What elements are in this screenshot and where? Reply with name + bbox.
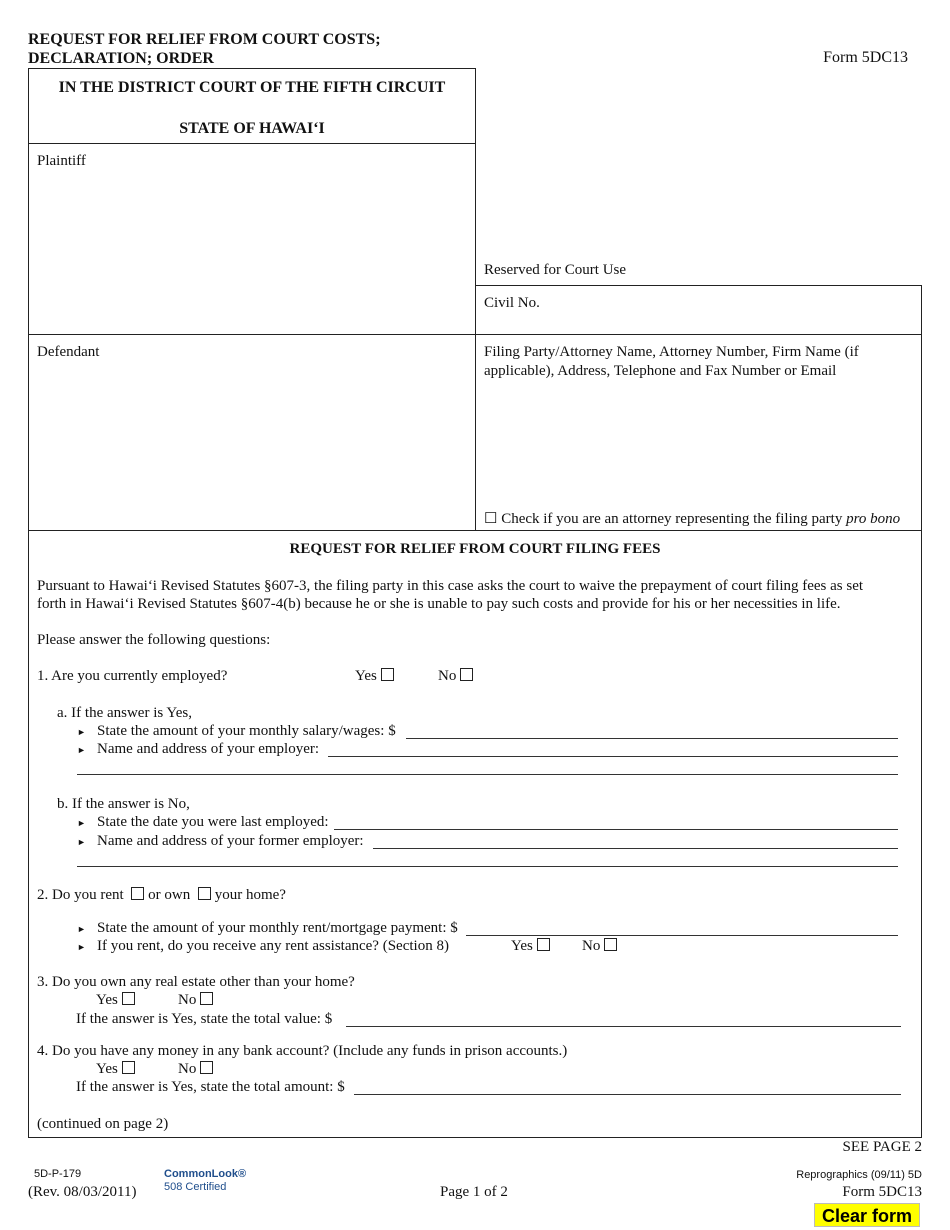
form-id-bottom: Form 5DC13	[842, 1184, 922, 1200]
q2-text	[37, 887, 286, 904]
q2-rent-checkbox[interactable]	[131, 887, 144, 900]
continued-note: (continued on page 2)	[37, 1116, 169, 1132]
q4-amount-field[interactable]	[354, 1094, 901, 1095]
defendant-label: Defendant	[37, 344, 100, 360]
q4-no-label: No	[178, 1061, 197, 1077]
pro-bono-text: ☐ Check if you are an attorney representing the filing party	[484, 511, 843, 527]
q1a-employer-field-2[interactable]	[77, 774, 898, 775]
q3-value-field[interactable]	[346, 1026, 901, 1027]
body-bottom	[28, 1137, 922, 1138]
q3-no-label: No	[178, 992, 197, 1008]
q3-text: 3. Do you own any real estate other than your home?	[37, 974, 355, 990]
q1-no-checkbox[interactable]	[460, 668, 473, 681]
q1b-date	[77, 814, 329, 831]
q2-payment-field[interactable]	[466, 935, 898, 936]
q1a-salary-field[interactable]	[406, 738, 898, 739]
q1b-text: b. If the answer is No,	[57, 796, 190, 812]
q4-yes-label: Yes	[96, 1061, 118, 1077]
q1a-employer-field[interactable]	[328, 756, 898, 757]
q2-mid: or own	[148, 887, 191, 903]
q1a-employer-label: Name and address of your employer:	[97, 741, 320, 757]
q2-assist-label: If you rent, do you receive any rent assistance? (Section 8)	[97, 938, 449, 954]
form-code: 5D-P-179	[34, 1168, 82, 1180]
q1a-employer	[77, 741, 319, 758]
q2-no-label: No	[582, 938, 601, 954]
q3-yes-label: Yes	[96, 992, 118, 1008]
q2-yes-checkbox[interactable]	[537, 938, 550, 951]
clear-form-button[interactable]: Clear form	[814, 1203, 920, 1227]
q4-text: 4. Do you have any money in any bank account? (Include any funds in prison accounts.)	[37, 1043, 568, 1059]
filing-party-line-2: applicable), Address, Telephone and Fax Number or Email	[484, 363, 837, 379]
q2-assist	[77, 938, 449, 955]
caption-bottom	[28, 530, 922, 531]
q3-value-label: If the answer is Yes, state the total value: $	[76, 1011, 333, 1027]
caption-top-border	[28, 68, 476, 69]
q1-text: 1. Are you currently employed?	[37, 668, 228, 684]
q1-yes-label: Yes	[355, 668, 377, 684]
q1b-date-label: State the date you were last employed:	[97, 814, 329, 830]
form-id-top: Form 5DC13	[823, 49, 908, 66]
q1-no-label: No	[438, 668, 457, 684]
right-border	[921, 285, 922, 1138]
court-box-bottom	[28, 143, 476, 144]
q1b-former-label: Name and address of your former employer:	[97, 833, 364, 849]
q2-pre: 2. Do you rent	[37, 887, 124, 903]
q4-yes[interactable]	[96, 1061, 135, 1078]
q1b-date-field[interactable]	[334, 829, 898, 830]
civil-no-label: Civil No.	[484, 295, 540, 311]
court-state: STATE OF HAWAI‘I	[179, 120, 325, 137]
q3-no[interactable]	[178, 992, 213, 1009]
q1b-former-field-2[interactable]	[77, 866, 898, 867]
q2-payment-label: State the amount of your monthly rent/mortgage payment: $	[97, 920, 458, 936]
intro-line-1: Pursuant to Hawai‘i Revised Statutes §607-3, the filing party in this case asks the court to waive the prepayment of court filing fees as set	[37, 578, 864, 594]
q4-yes-checkbox[interactable]	[122, 1061, 135, 1074]
revision: (Rev. 08/03/2011)	[28, 1184, 137, 1200]
q4-no[interactable]	[178, 1061, 213, 1078]
commonlook-logo	[164, 1168, 246, 1194]
intro-line-2: forth in Hawai‘i Revised Statutes §607-4(b) because he or she is unable to pay such costs and provide for his or her necessities in life.	[37, 596, 841, 612]
q1b-former	[77, 833, 364, 850]
bullet-icon: ►	[77, 942, 86, 952]
q2-yes-label: Yes	[511, 938, 533, 954]
filing-party-line-1: Filing Party/Attorney Name, Attorney Number, Firm Name (if	[484, 344, 859, 360]
pro-bono-italic: pro bono	[846, 511, 901, 527]
q2-payment	[77, 920, 458, 937]
q2-yes[interactable]	[511, 938, 550, 955]
title-line-1: REQUEST FOR RELIEF FROM COURT COSTS;	[28, 31, 381, 48]
plaintiff-bottom	[28, 334, 922, 335]
q1-yes[interactable]	[355, 668, 394, 685]
bullet-icon: ►	[77, 837, 86, 847]
reprographics: Reprographics (09/11) 5D	[796, 1169, 922, 1181]
q2-no[interactable]	[582, 938, 617, 955]
q2-no-checkbox[interactable]	[604, 938, 617, 951]
bullet-icon: ►	[77, 924, 86, 934]
q4-amount-label: If the answer is Yes, state the total amount: $	[76, 1079, 345, 1095]
q2-own-checkbox[interactable]	[198, 887, 211, 900]
q3-yes[interactable]	[96, 992, 135, 1009]
bullet-icon: ►	[77, 745, 86, 755]
q1a-salary-label: State the amount of your monthly salary/wages: $	[97, 723, 396, 739]
pro-bono-checkbox[interactable]	[484, 509, 900, 528]
q1b-former-field[interactable]	[373, 848, 898, 849]
please-answer: Please answer the following questions:	[37, 632, 271, 648]
court-name: IN THE DISTRICT COURT OF THE FIFTH CIRCUIT	[58, 79, 446, 96]
plaintiff-label: Plaintiff	[37, 153, 86, 169]
q1-no[interactable]	[438, 668, 473, 685]
page-number: Page 1 of 2	[440, 1184, 508, 1200]
section-title: REQUEST FOR RELIEF FROM COURT FILING FEES	[289, 541, 661, 557]
see-page: SEE PAGE 2	[842, 1139, 922, 1155]
left-border	[28, 68, 29, 1138]
bullet-icon: ►	[77, 818, 86, 828]
q1a-text: a. If the answer is Yes,	[57, 705, 192, 721]
q1a-salary	[77, 723, 396, 740]
title-line-2: DECLARATION; ORDER	[28, 50, 214, 67]
reserved-label: Reserved for Court Use	[484, 262, 627, 278]
logo-line-1: CommonLook®	[164, 1168, 247, 1180]
q1-yes-checkbox[interactable]	[381, 668, 394, 681]
q3-no-checkbox[interactable]	[200, 992, 213, 1005]
q3-yes-checkbox[interactable]	[122, 992, 135, 1005]
document-title	[28, 30, 381, 68]
civil-no-top	[475, 285, 922, 286]
logo-line-2: 508 Certified	[164, 1181, 227, 1193]
q2-post: your home?	[214, 887, 286, 903]
bullet-icon: ►	[77, 727, 86, 737]
q4-no-checkbox[interactable]	[200, 1061, 213, 1074]
